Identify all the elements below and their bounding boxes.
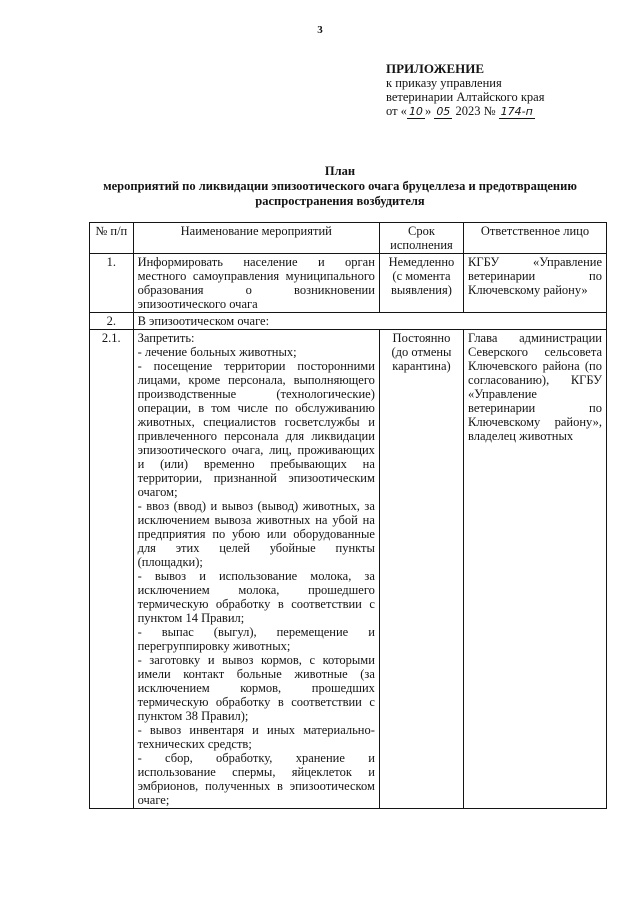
row3-intro: Запретить: [137,331,195,345]
table-row [90,313,607,330]
row2-num: 2. [90,313,134,330]
handwritten-day: 10 [408,105,423,118]
list-item: - вывоз и использование молока, за исключением молока, прошедшего термическую обработку в соответствии с пунктом 14 Правил; [137,569,375,625]
title-line3: распространения возбудителя [255,194,425,208]
handwritten-order-number: 174-п [500,105,533,118]
row3-responsible: Глава администрации Северского сельсовета Ключевского района (по согласованию), КГБУ «Управление ветеринарии по Ключевскому району», владелец животных [464,330,607,809]
document-title [80,164,600,209]
date-prefix: от « [386,104,407,118]
list-item: - вывоз инвентаря и иных материально-технических средств; [137,723,375,751]
list-item: - посещение территории посторонними лицами, кроме персонала, выполняющего производственные (технологические) операции, в том числе по обслуживанию животных, специалистов госветслужбы и привлеченного персонала для ликвидации эпизоотического очага, лиц, проживающих и (или) временно пребывающих на территории, признанной эпизоотическим очагом; [137,359,375,499]
page-number: 3 [317,24,323,36]
header-term: Срок исполнения [379,223,463,254]
header-num: № п/п [90,223,134,254]
list-item: - ввоз (ввод) и вывоз (вывод) животных, за исключением вывоза животных на убой на предприятия по убою или оборудованные для этих целей убойные пункты (площадки); [137,499,375,569]
row1-num: 1. [90,254,134,313]
appendix-line1: к приказу управления [386,76,502,90]
table-header-row [90,223,607,254]
title-line2: мероприятий по ликвидации эпизоотического очага бруцеллеза и предотвращению [103,179,577,193]
appendix-line2: ветеринарии Алтайского края [386,90,545,104]
row2-name: В эпизоотическом очаге: [133,313,606,330]
list-item: - сбор, обработку, хранение и использование спермы, яйцеклеток и эмбрионов, полученных в эпизоотическом очаге; [137,751,375,807]
row3-name [133,330,379,809]
appendix-date-line [386,104,626,119]
appendix-heading: ПРИЛОЖЕНИЕ [386,61,485,76]
year-number-label: 2023 № [455,104,496,118]
row1-name: Информировать население и орган местного самоуправления муниципального образования о возникновении эпизоотического очага [133,254,379,313]
title-line1: План [324,164,356,178]
header-responsible: Ответственное лицо [464,223,607,254]
list-item: - заготовку и вывоз кормов, с которыми имели контакт больные животные (за исключением кормов, прошедших термическую обработку в соответствии с пунктом 38 Правил); [137,653,375,723]
handwritten-month: 05 [436,105,451,118]
row1-term: Немедленно (с момента выявления) [379,254,463,313]
list-item: - лечение больных животных; [137,345,297,359]
appendix-block [386,62,626,119]
list-item: - выпас (выгул), перемещение и перегруппировку животных; [137,625,375,653]
row1-responsible: КГБУ «Управление ветеринарии по Ключевскому району» [464,254,607,313]
row3-num: 2.1. [90,330,134,809]
table-row [90,330,607,809]
date-mid: » [424,104,432,118]
row3-term: Постоянно (до отмены карантина) [379,330,463,809]
measures-table [89,222,607,809]
header-name: Наименование мероприятий [133,223,379,254]
table-row [90,254,607,313]
